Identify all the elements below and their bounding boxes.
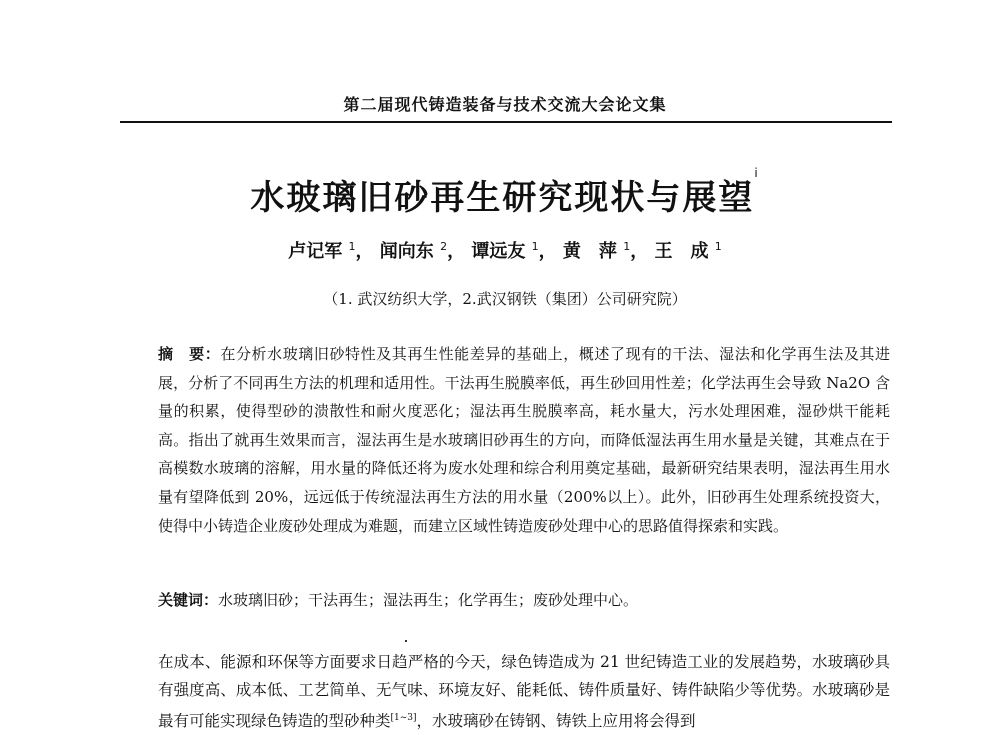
author: 闻向东 $^2$， <box>379 240 466 262</box>
running-header: 第二届现代铸造装备与技术交流大会论文集 <box>343 95 667 114</box>
author: 黄 萍 $^1$， <box>562 240 649 262</box>
paper-title <box>120 166 890 219</box>
author: 谭远友 $^1$， <box>471 240 557 262</box>
header-rule <box>120 121 892 123</box>
paper-title-text: 水玻璃旧砂再生研究现状与展望 <box>250 178 755 218</box>
keywords <box>158 588 888 612</box>
citation: [1~3] <box>390 713 417 723</box>
body-paragraph: 在成本、能源和环保等方面要求日趋严格的今天，绿色铸造成为 21 世纪铸造工业的发展趋势，水玻璃砂具有强度高、成本低、工艺简单、无气味、环境友好、能耗低、铸件质量好、铸件缺陷少等优势。水玻璃砂是最有可能实现绿色铸造的型砂种类[1~3]，水玻璃砂在铸钢、铸铁上应用将会得到 <box>158 653 890 731</box>
abstract <box>122 340 890 540</box>
keywords-label: 关键词： <box>158 591 219 609</box>
affiliation: （1. 武汉纺织大学，2.武汉钢铁（集团）公司研究院） <box>323 290 687 308</box>
author: 王 成 $^1$ <box>654 240 722 262</box>
author-list <box>120 237 890 263</box>
keywords-text: 水玻璃旧砂；干法再生；湿法再生；化学再生；废砂处理中心。 <box>218 591 639 609</box>
title-footnote-mark: i <box>754 166 760 180</box>
scan-speck <box>405 640 407 642</box>
abstract-text: 在分析水玻璃旧砂特性及其再生性能差异的基础上，概述了现有的干法、湿法和化学再生法及其进展，分析了不同再生方法的机理和适用性。干法再生脱膜率低，再生砂回用性差；化学法再生会导致 Na2O 含量的积累，使得型砂的溃散性和耐火度恶化；湿法再生脱膜率高，耗水量大，污水处理困难，湿砂烘干能耗高。指出了就再生效果而言，湿法再生是水玻璃旧砂再生的方向，而降低湿法再生用水量是关键，其难点在于高模数水玻璃的溶解，用水量的降低还将为废水处理和综合利用奠定基础，最新研究结果表明，湿法再生用水量有望降低到 20%，远远低于传统湿法再生方法的用水量（200%以上）。此外，旧砂再生处理系统投资大，使得中小铸造企业废砂处理成为难题，而建立区域性铸造废砂处理中心的思路值得探索和实践。 <box>158 345 890 535</box>
abstract-label: 摘 要： <box>158 345 221 363</box>
author: 卢记军 $^1$， <box>288 240 374 262</box>
